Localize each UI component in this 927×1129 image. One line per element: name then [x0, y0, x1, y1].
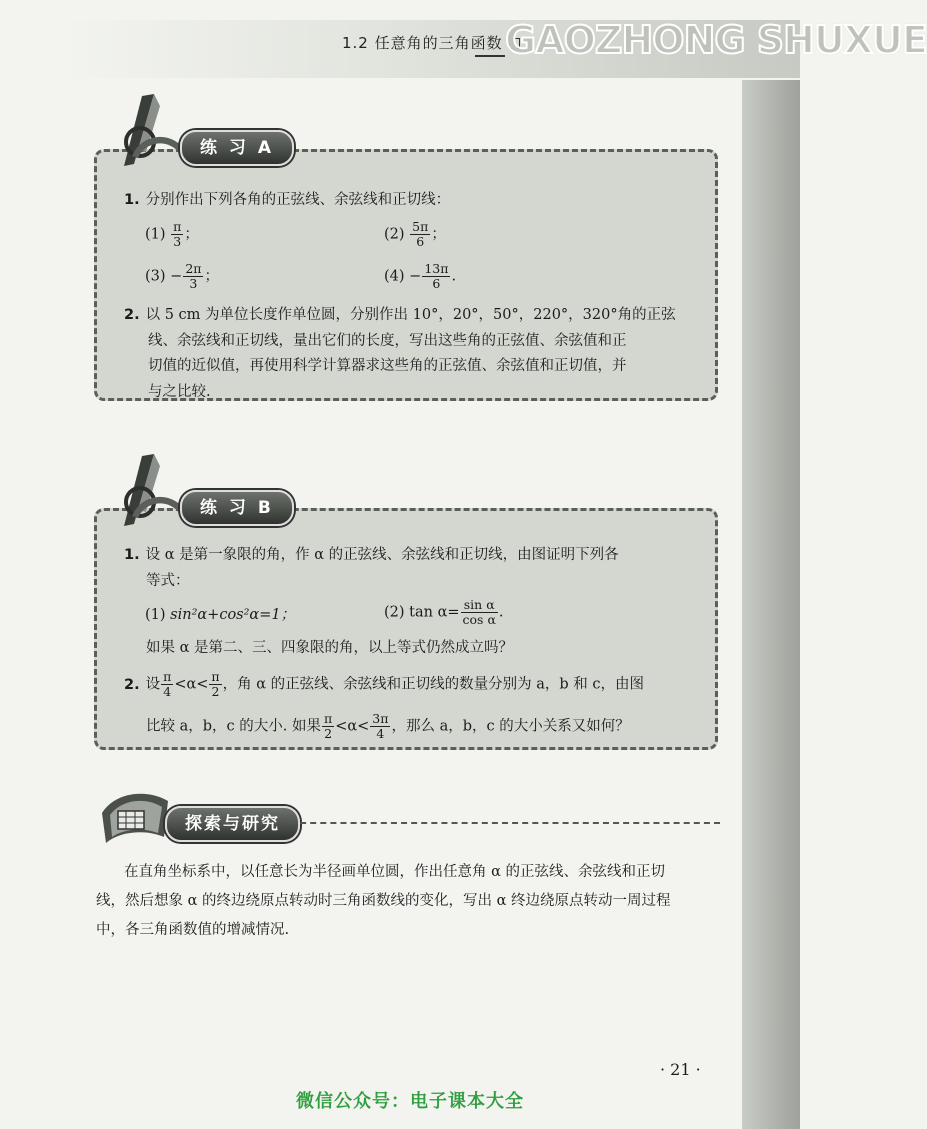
item-formula: sin²α+cos²α=1； — [170, 607, 296, 623]
exercise-b-q2-line-2 — [146, 712, 630, 741]
fraction — [422, 262, 450, 291]
fraction — [183, 262, 203, 291]
text-segment: ，角 α 的正弦线、余弦线和正切线的数量分别为 a，b 和 c，由图 — [222, 676, 645, 693]
item-label: (3) — [145, 268, 166, 285]
question-line-2: 线、余弦线和正切线，量出它们的长度，写出这些角的正弦值、余弦值和正 — [148, 332, 627, 349]
fraction-numerator: π — [173, 219, 182, 234]
fraction-numerator: π — [211, 669, 220, 684]
fraction — [171, 220, 183, 249]
explore-badge: 探索与研究 — [165, 806, 300, 842]
text-segment: <α< — [335, 718, 370, 735]
series-header: GAOZHONG SHUXUE — [505, 18, 927, 62]
book-icon — [96, 785, 176, 850]
exercise-a-q1-item-1 — [145, 220, 199, 249]
compass-protractor-icon — [112, 452, 192, 530]
fraction — [410, 220, 430, 249]
fraction-numerator: 5π — [412, 219, 429, 234]
text-segment: 设 — [145, 676, 161, 693]
fraction-numerator: π — [163, 669, 172, 684]
text-segment: ，那么 a，b，c 的大小关系又如何？ — [391, 718, 630, 735]
exercise-b-q1-item-2 — [384, 598, 504, 627]
compass-protractor-icon — [112, 92, 192, 170]
question-number: 2. — [124, 307, 140, 323]
fraction-numerator: 2π — [185, 261, 202, 276]
watermark-text: 微信公众号：电子课本大全 — [296, 1091, 524, 1112]
question-text: 分别作出下列各角的正弦线、余弦线和正切线： — [145, 192, 451, 208]
item-tail: . — [451, 268, 457, 285]
page-sidebar-decoration — [742, 80, 800, 1129]
item-label: (2) — [384, 604, 405, 621]
exercise-a-q1-item-3 — [145, 262, 219, 291]
explore-divider — [290, 822, 720, 824]
explore-paragraph — [96, 858, 671, 945]
fraction-denominator: 3 — [189, 276, 198, 291]
header-divider — [475, 55, 505, 57]
fraction-denominator: 4 — [376, 726, 385, 741]
text-segment: 比较 a，b，c 的大小. 如果 — [146, 718, 321, 735]
question-number: 1. — [124, 192, 140, 208]
question-text: 设 α 是第一象限的角，作 α 的正弦线、余弦线和正切线，由图证明下列各 — [145, 547, 619, 563]
item-label: (4) — [384, 268, 405, 285]
question-number: 2. — [124, 676, 140, 693]
item-label: (2) — [384, 226, 405, 243]
exercise-a-q2 — [124, 303, 676, 405]
item-label: (1) — [145, 607, 166, 623]
question-line-1: 以 5 cm 为单位长度作单位圆，分别作出 10°，20°，50°，220°，320°角的正弦 — [145, 307, 676, 323]
exercise-a-q1-item-2 — [384, 220, 446, 249]
fraction-numerator: sin α — [461, 598, 498, 613]
fraction-denominator: cos α — [462, 612, 496, 627]
paragraph-line-3: 中，各三角函数值的增减情况. — [96, 922, 290, 938]
item-label: (1) — [145, 226, 166, 243]
fraction-numerator: π — [323, 711, 333, 726]
fraction-denominator: 6 — [416, 234, 425, 249]
page-number: · 21 · — [660, 1060, 701, 1079]
question-line-3: 切值的近似值，再使用科学计算器求这些角的正弦值、余弦值和正切值，并 — [148, 358, 627, 374]
item-tail: . — [498, 604, 504, 621]
item-tail: ； — [431, 226, 446, 243]
item-formula-lhs: tan α= — [409, 604, 460, 621]
fraction-denominator: 3 — [173, 234, 182, 249]
item-tail: ； — [204, 268, 219, 285]
exercise-b-q1-line-3: 如果 α 是第二、三、四象限的角，以上等式仍然成立吗？ — [146, 640, 514, 656]
question-number: 1. — [124, 547, 140, 563]
exercise-b-badge: 练 习 B — [180, 490, 294, 526]
fraction — [461, 598, 498, 627]
running-title-text: 1.2 任意角的三角函数 — [342, 34, 503, 52]
fraction-denominator: 2 — [324, 726, 333, 741]
fraction — [161, 670, 173, 699]
paragraph-line-1: 在直角坐标系中，以任意长为半径画单位圆，作出任意角 α 的正弦线、余弦线和正切 — [124, 864, 666, 880]
fraction-numerator: 13π — [424, 261, 449, 276]
item-tail: ； — [184, 226, 199, 243]
running-title — [342, 32, 520, 53]
exercise-a-badge: 练 习 A — [180, 130, 294, 166]
fraction-numerator: 3π — [372, 711, 389, 726]
text-segment: <α< — [174, 676, 209, 693]
fraction-denominator: 2 — [211, 684, 220, 699]
fraction-denominator: 6 — [432, 276, 441, 291]
exercise-a-q1-item-4 — [384, 262, 456, 291]
fraction — [370, 712, 390, 741]
question-line-4: 与之比较. — [148, 383, 211, 400]
fraction-denominator: 4 — [163, 684, 172, 699]
exercise-b-q1-line-2: 等式： — [146, 573, 190, 589]
item-sign: − — [409, 268, 422, 285]
paragraph-line-2: 线，然后想象 α 的终边绕原点转动时三角函数线的变化，写出 α 终边绕原点转动一周过程 — [96, 893, 671, 909]
fraction — [322, 712, 334, 741]
exercise-b-q2-line-1 — [124, 670, 644, 699]
exercise-b-q1-item-1 — [145, 605, 295, 625]
item-sign: − — [170, 268, 183, 285]
fraction — [209, 670, 221, 699]
exercise-a-q1 — [124, 190, 450, 210]
exercise-b-q1-line-1 — [124, 545, 619, 565]
